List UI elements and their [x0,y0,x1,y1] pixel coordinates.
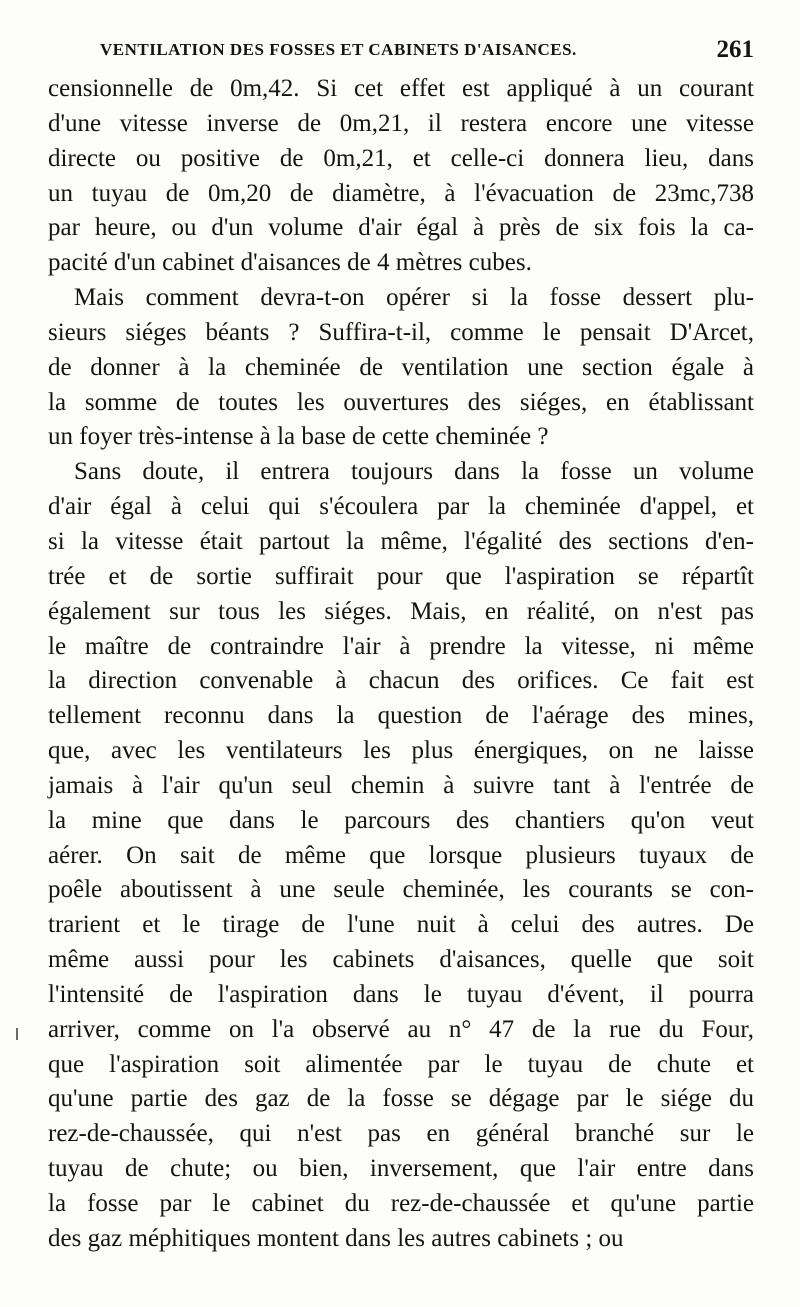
text-line: un foyer très-intense à la base de cette cheminée ? [48,423,549,451]
text-line: si la vitesse était partout la même, l'égalité des sections d'en- [48,527,754,555]
text-line: même aussi pour les cabinets d'aisances, quelle que soit [48,946,754,974]
text-line: sieurs siéges béants ? Suffira-t-il, comme le pensait D'Arcet, [48,318,754,346]
text-line: également sur tous les siéges. Mais, en réalité, on n'est pas [48,597,754,625]
text-line: aérer. On sait de même que lorsque plusieurs tuyaux de [48,841,754,869]
text-line: que, avec les ventilateurs les plus énergiques, on ne laisse [48,737,754,765]
text-line: l'intensité de l'aspiration dans le tuyau d'évent, il pourra [48,980,754,1008]
paragraph [48,72,754,281]
text-line: tuyau de chute; ou bien, inversement, que l'air entre dans [48,1155,754,1183]
body-text [48,72,754,1257]
text-line: directe ou positive de 0m,21, et celle-ci donnera lieu, dans [48,144,754,172]
text-line: la direction convenable à chacun des orifices. Ce fait est [48,667,754,695]
text-line: qu'une partie des gaz de la fosse se dégage par le siége du [48,1085,754,1113]
text-line: pacité d'un cabinet d'aisances de 4 mètres cubes. [48,249,532,277]
paragraph [48,455,754,1256]
text-line: trée et de sortie suffirait pour que l'aspiration se répartît [48,562,754,590]
running-header [100,36,760,70]
text-line: par heure, ou d'un volume d'air égal à près de six fois la ca- [48,214,754,242]
text-line: le maître de contraindre l'air à prendre la vitesse, ni même [48,632,754,660]
text-line: des gaz méphitiques montent dans les autres cabinets ; ou [48,1224,624,1252]
text-line: poêle aboutissent à une seule cheminée, les courants se con- [48,876,754,904]
text-line: de donner à la cheminée de ventilation une section égale à [48,353,754,381]
text-line: que l'aspiration soit alimentée par le tuyau de chute et [48,1050,754,1078]
page-number: 261 [716,36,754,63]
text-line: d'air égal à celui qui s'écoulera par la cheminée d'appel, et [48,493,754,521]
text-line: Mais comment devra-t-on opérer si la fosse dessert plu- [74,284,754,312]
text-line: un tuyau de 0m,20 de diamètre, à l'évacuation de 23mc,738 [48,179,754,207]
text-line: trarient et le tirage de l'une nuit à celui des autres. De [48,911,754,939]
text-line: arriver, comme on l'a observé au n° 47 de la rue du Four, [48,1015,754,1043]
text-line: la mine que dans le parcours des chantiers qu'on veut [48,806,754,834]
text-line: tellement reconnu dans la question de l'aérage des mines, [48,702,754,730]
text-line: Sans doute, il entrera toujours dans la fosse un volume [74,458,754,486]
paragraph [48,281,754,455]
running-title: VENTILATION DES FOSSES ET CABINETS D'AISANCES. [100,40,577,59]
text-line: censionnelle de 0m,42. Si cet effet est appliqué à un courant [48,75,754,102]
text-line: jamais à l'air qu'un seul chemin à suivre tant à l'entrée de [48,771,754,799]
text-line: la fosse par le cabinet du rez-de-chaussée et qu'une partie [48,1190,754,1217]
text-line: la somme de toutes les ouvertures des siéges, en établissant [48,388,754,416]
text-line: d'une vitesse inverse de 0m,21, il restera encore une vitesse [48,109,754,137]
margin-mark [16,1028,18,1040]
text-line: rez-de-chaussée, qui n'est pas en général branché sur le [48,1120,754,1148]
